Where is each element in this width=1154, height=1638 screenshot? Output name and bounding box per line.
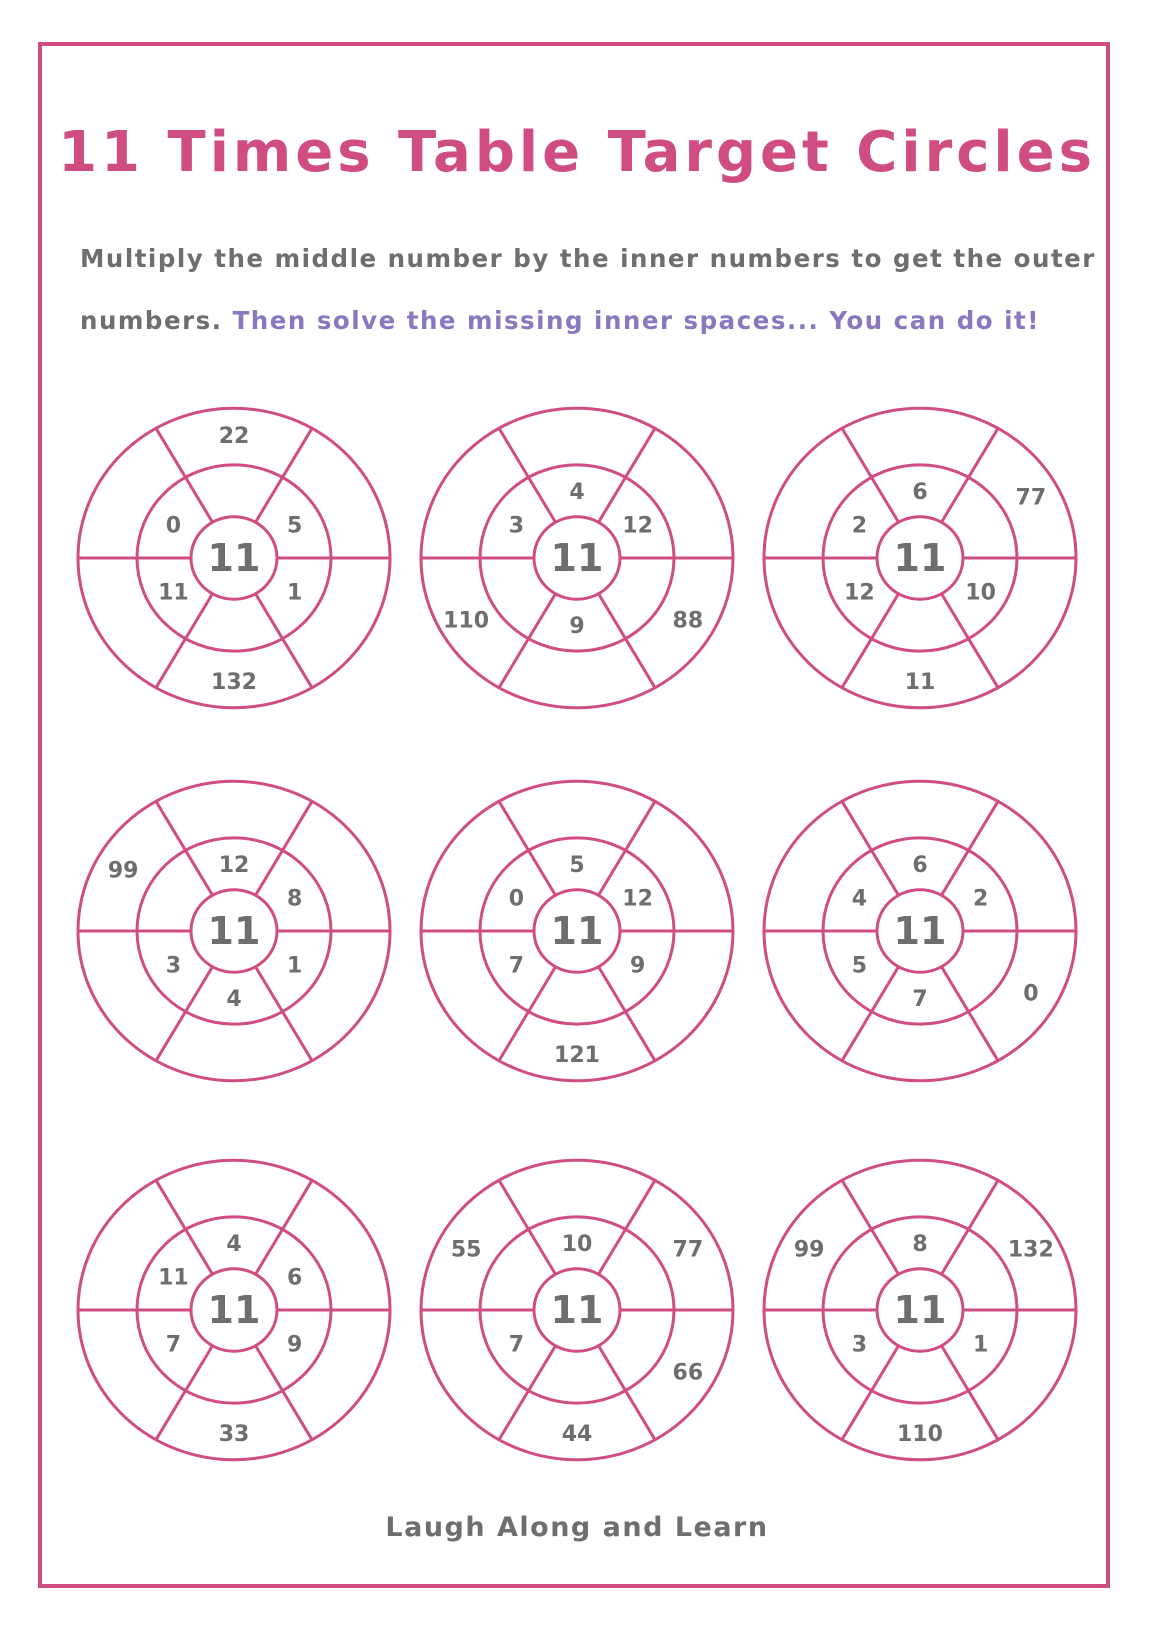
- segment-divider: [942, 1180, 999, 1274]
- segment-divider: [499, 967, 556, 1061]
- inner-number: 7: [508, 1332, 525, 1358]
- inner-number: 10: [965, 580, 996, 606]
- outer-number: 88: [672, 608, 704, 634]
- outer-number: 55: [450, 1237, 482, 1263]
- inner-number: 4: [569, 479, 585, 505]
- outer-number: 77: [1015, 485, 1047, 511]
- inner-number: 12: [622, 513, 653, 539]
- segment-divider: [842, 1346, 899, 1440]
- center-number: 11: [207, 536, 261, 580]
- center-number: 11: [207, 909, 261, 953]
- outer-number: 99: [107, 858, 139, 884]
- inner-number: 2: [972, 886, 989, 912]
- encouragement-text: Then solve the missing inner spaces... You can do it!: [232, 306, 1040, 335]
- segment-divider: [499, 1180, 556, 1274]
- segment-divider: [842, 1180, 899, 1274]
- inner-number: 10: [561, 1231, 593, 1257]
- inner-number: 3: [165, 953, 182, 979]
- center-number: 11: [207, 1288, 261, 1332]
- outer-number: 0: [1023, 981, 1039, 1007]
- segment-divider: [256, 594, 313, 688]
- inner-number: 11: [158, 1265, 189, 1291]
- outer-number: 110: [897, 1421, 943, 1447]
- segment-divider: [842, 967, 899, 1061]
- target-circle: [421, 1160, 733, 1460]
- inner-number: 1: [286, 953, 303, 979]
- target-circle: [764, 781, 1076, 1081]
- segment-divider: [256, 1180, 313, 1274]
- worksheet-title: 11 Times Table Target Circles: [58, 120, 1096, 185]
- segment-divider: [599, 1346, 656, 1440]
- center-number: 11: [893, 909, 947, 953]
- inner-number: 0: [165, 513, 182, 539]
- inner-number: 7: [912, 987, 928, 1013]
- segment-divider: [842, 428, 899, 522]
- inner-number: 1: [286, 580, 303, 606]
- outer-number: 132: [211, 669, 257, 695]
- target-circle: [78, 1160, 390, 1460]
- inner-number: 4: [226, 987, 242, 1013]
- center-number: 11: [550, 536, 604, 580]
- outer-number: 99: [793, 1237, 825, 1263]
- outer-number: 77: [672, 1237, 704, 1263]
- segment-divider: [156, 801, 213, 895]
- segment-divider: [942, 428, 999, 522]
- inner-number: 4: [851, 886, 868, 912]
- outer-number: 11: [904, 669, 936, 695]
- target-circle: [764, 408, 1076, 708]
- outer-number: 121: [554, 1042, 600, 1068]
- inner-number: 3: [851, 1332, 868, 1358]
- outer-number: 22: [218, 424, 250, 450]
- outer-number: 110: [443, 608, 490, 634]
- outer-number: 66: [672, 1360, 704, 1386]
- segment-divider: [499, 594, 556, 688]
- outer-number: 132: [1007, 1237, 1054, 1263]
- inner-number: 9: [629, 953, 646, 979]
- segment-divider: [156, 967, 213, 1061]
- inner-number: 5: [286, 513, 303, 539]
- outer-number: 33: [218, 1421, 250, 1447]
- center-number: 11: [550, 909, 604, 953]
- target-circle: [421, 408, 733, 708]
- segment-divider: [499, 801, 556, 895]
- segment-divider: [599, 428, 656, 522]
- inner-number: 8: [912, 1231, 928, 1257]
- inner-number: 6: [912, 852, 928, 878]
- inner-number: 7: [165, 1332, 182, 1358]
- inner-number: 3: [508, 513, 525, 539]
- instruction-text-2: numbers.: [80, 306, 223, 335]
- segment-divider: [256, 967, 313, 1061]
- segment-divider: [599, 1180, 656, 1274]
- segment-divider: [156, 1180, 213, 1274]
- instruction-text-1: Multiply the middle number by the inner numbers to get the outer: [80, 244, 1096, 273]
- segment-divider: [499, 428, 556, 522]
- center-number: 11: [550, 1288, 604, 1332]
- segment-divider: [842, 594, 899, 688]
- inner-number: 9: [286, 1332, 303, 1358]
- segment-divider: [156, 428, 213, 522]
- segment-divider: [256, 801, 313, 895]
- segment-divider: [599, 594, 656, 688]
- center-number: 11: [893, 536, 947, 580]
- segment-divider: [156, 1346, 213, 1440]
- target-circle: [764, 1160, 1076, 1460]
- brand-footer: Laugh Along and Learn: [385, 1512, 769, 1543]
- inner-number: 6: [912, 479, 928, 505]
- segment-divider: [599, 801, 656, 895]
- outer-number: 44: [561, 1421, 593, 1447]
- segment-divider: [599, 967, 656, 1061]
- segment-divider: [499, 1346, 556, 1440]
- inner-number: 12: [844, 580, 875, 606]
- inner-number: 7: [508, 953, 525, 979]
- center-number: 11: [893, 1288, 947, 1332]
- segment-divider: [942, 967, 999, 1061]
- inner-number: 4: [226, 1231, 242, 1257]
- target-circle: [421, 781, 733, 1081]
- segment-divider: [842, 801, 899, 895]
- segment-divider: [256, 1346, 313, 1440]
- segment-divider: [942, 594, 999, 688]
- target-circle: [78, 408, 390, 708]
- segment-divider: [156, 594, 213, 688]
- inner-number: 5: [569, 852, 585, 878]
- inner-number: 2: [851, 513, 868, 539]
- segment-divider: [942, 1346, 999, 1440]
- inner-number: 8: [286, 886, 303, 912]
- inner-number: 12: [622, 886, 653, 912]
- inner-number: 0: [508, 886, 525, 912]
- inner-number: 9: [569, 614, 585, 640]
- segment-divider: [942, 801, 999, 895]
- inner-number: 11: [158, 580, 189, 606]
- inner-number: 6: [286, 1265, 303, 1291]
- target-circle: [78, 781, 390, 1081]
- segment-divider: [256, 428, 313, 522]
- inner-number: 5: [851, 953, 868, 979]
- inner-number: 12: [218, 852, 250, 878]
- inner-number: 1: [972, 1332, 989, 1358]
